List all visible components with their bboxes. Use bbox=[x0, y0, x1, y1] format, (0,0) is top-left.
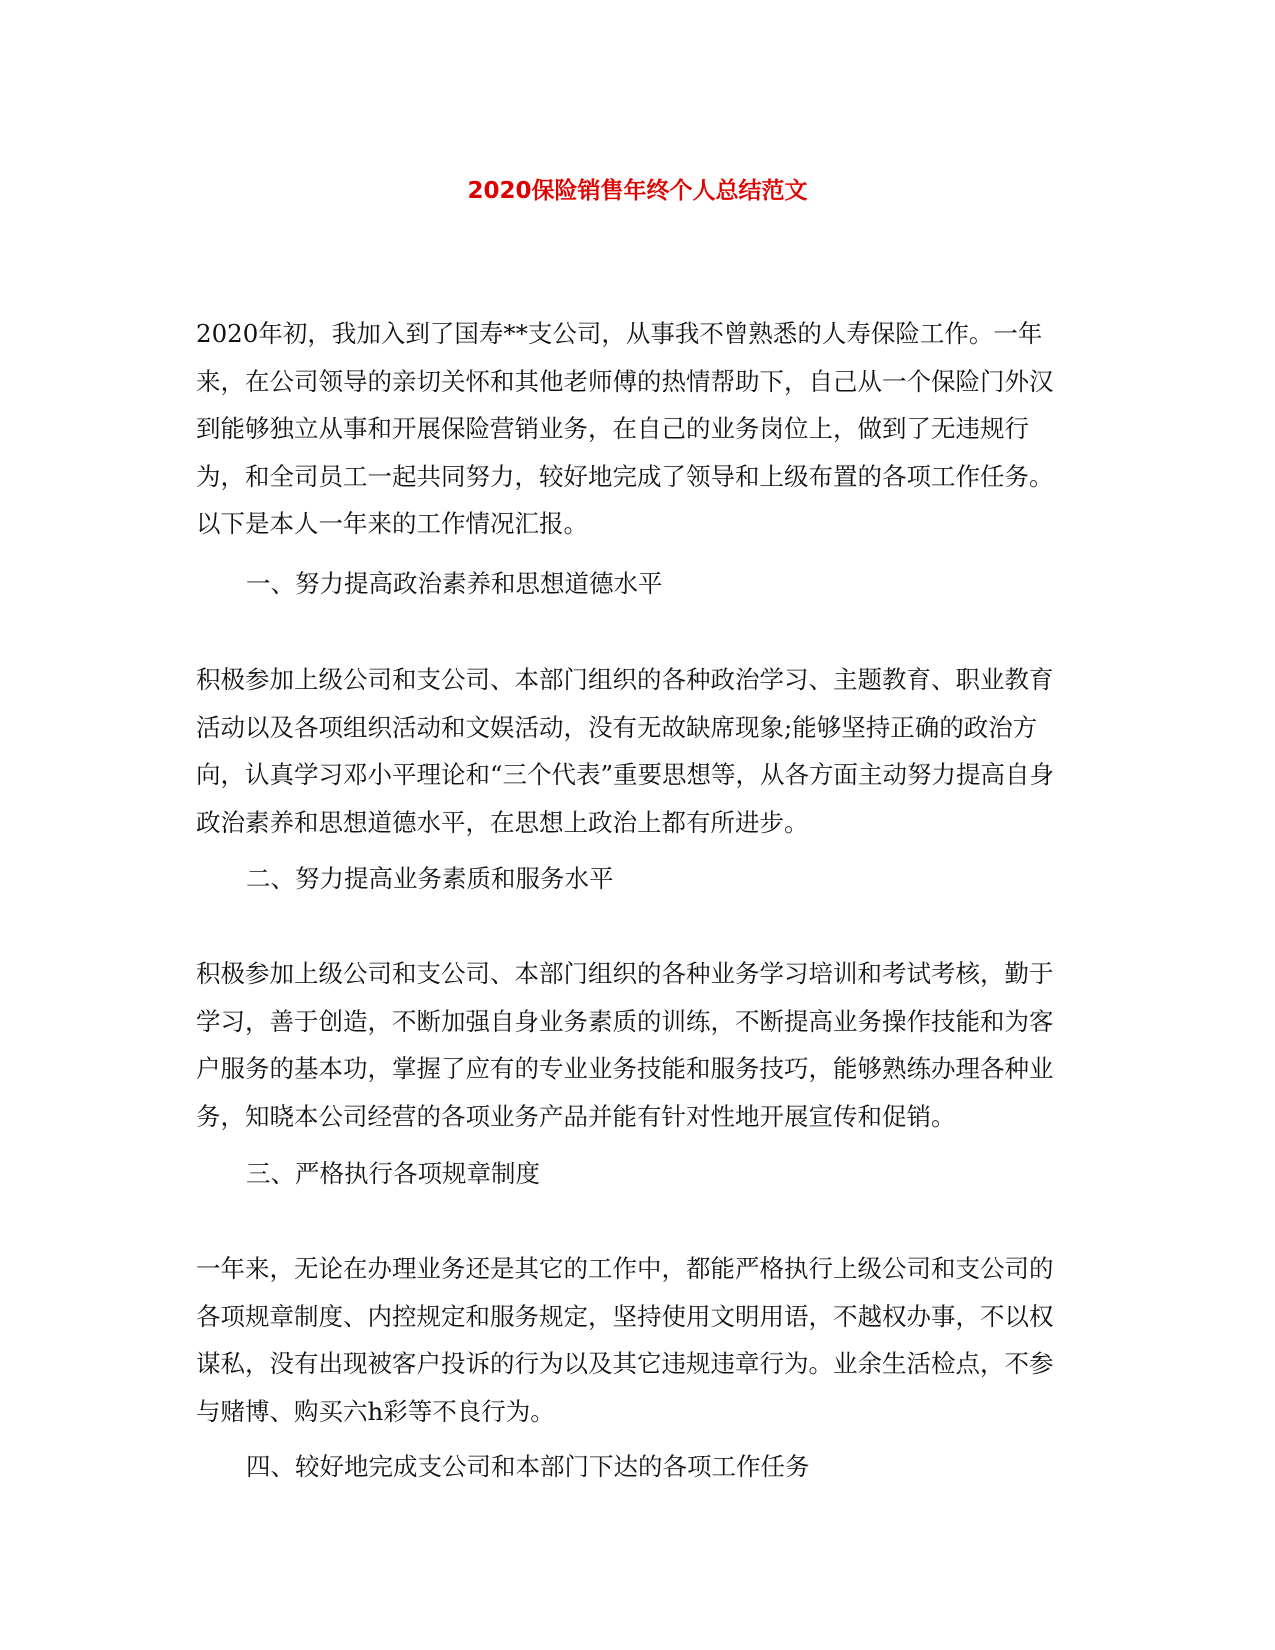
section-paragraph-3: 一年来，无论在办理业务还是其它的工作中，都能严格执行上级公司和支公司的各项规章制度、内控规定和服务规定，坚持使用文明用语，不越权办事，不以权谋私，没有出现被客户投诉的行为以及其它违规违章行为。业余生活检点，不参与赌博、购买六h彩等不良行为。 bbox=[196, 1254, 1054, 1426]
section-heading-1: 一、努力提高政治素养和思想道德水平 bbox=[246, 569, 663, 598]
intro-paragraph: 2020年初，我加入到了国寿**支公司，从事我不曾熟悉的人寿保险工作。一年来，在公司领导的亲切关怀和其他老师傅的热情帮助下，自己从一个保险门外汉到能够独立从事和开展保险营销业务，在自己的业务岗位上，做到了无违规行为，和全司员工一起共同努力，较好地完成了领导和上级布置的各项工作任务。以下是本人一年来的工作情况汇报。 bbox=[196, 319, 1054, 538]
section-heading-2: 二、努力提高业务素质和服务水平 bbox=[246, 864, 614, 893]
section-heading-4: 四、较好地完成支公司和本部门下达的各项工作任务 bbox=[246, 1452, 810, 1481]
section-paragraph-2: 积极参加上级公司和支公司、本部门组织的各种业务学习培训和考试考核，勤于学习，善于创造，不断加强自身业务素质的训练，不断提高业务操作技能和为客户服务的基本功，掌握了应有的专业业务技能和服务技巧，能够熟练办理各种业务，知晓本公司经营的各项业务产品并能有针对性地开展宣传和促销。 bbox=[196, 959, 1054, 1131]
document-title: 2020保险销售年终个人总结范文 bbox=[467, 178, 808, 204]
section-heading-3: 三、严格执行各项规章制度 bbox=[246, 1159, 540, 1188]
section-paragraph-1: 积极参加上级公司和支公司、本部门组织的各种政治学习、主题教育、职业教育活动以及各项组织活动和文娱活动，没有无故缺席现象;能够坚持正确的政治方向，认真学习邓小平理论和“三个代表”重要思想等，从各方面主动努力提高自身政治素养和思想道德水平，在思想上政治上都有所进步。 bbox=[196, 665, 1055, 837]
